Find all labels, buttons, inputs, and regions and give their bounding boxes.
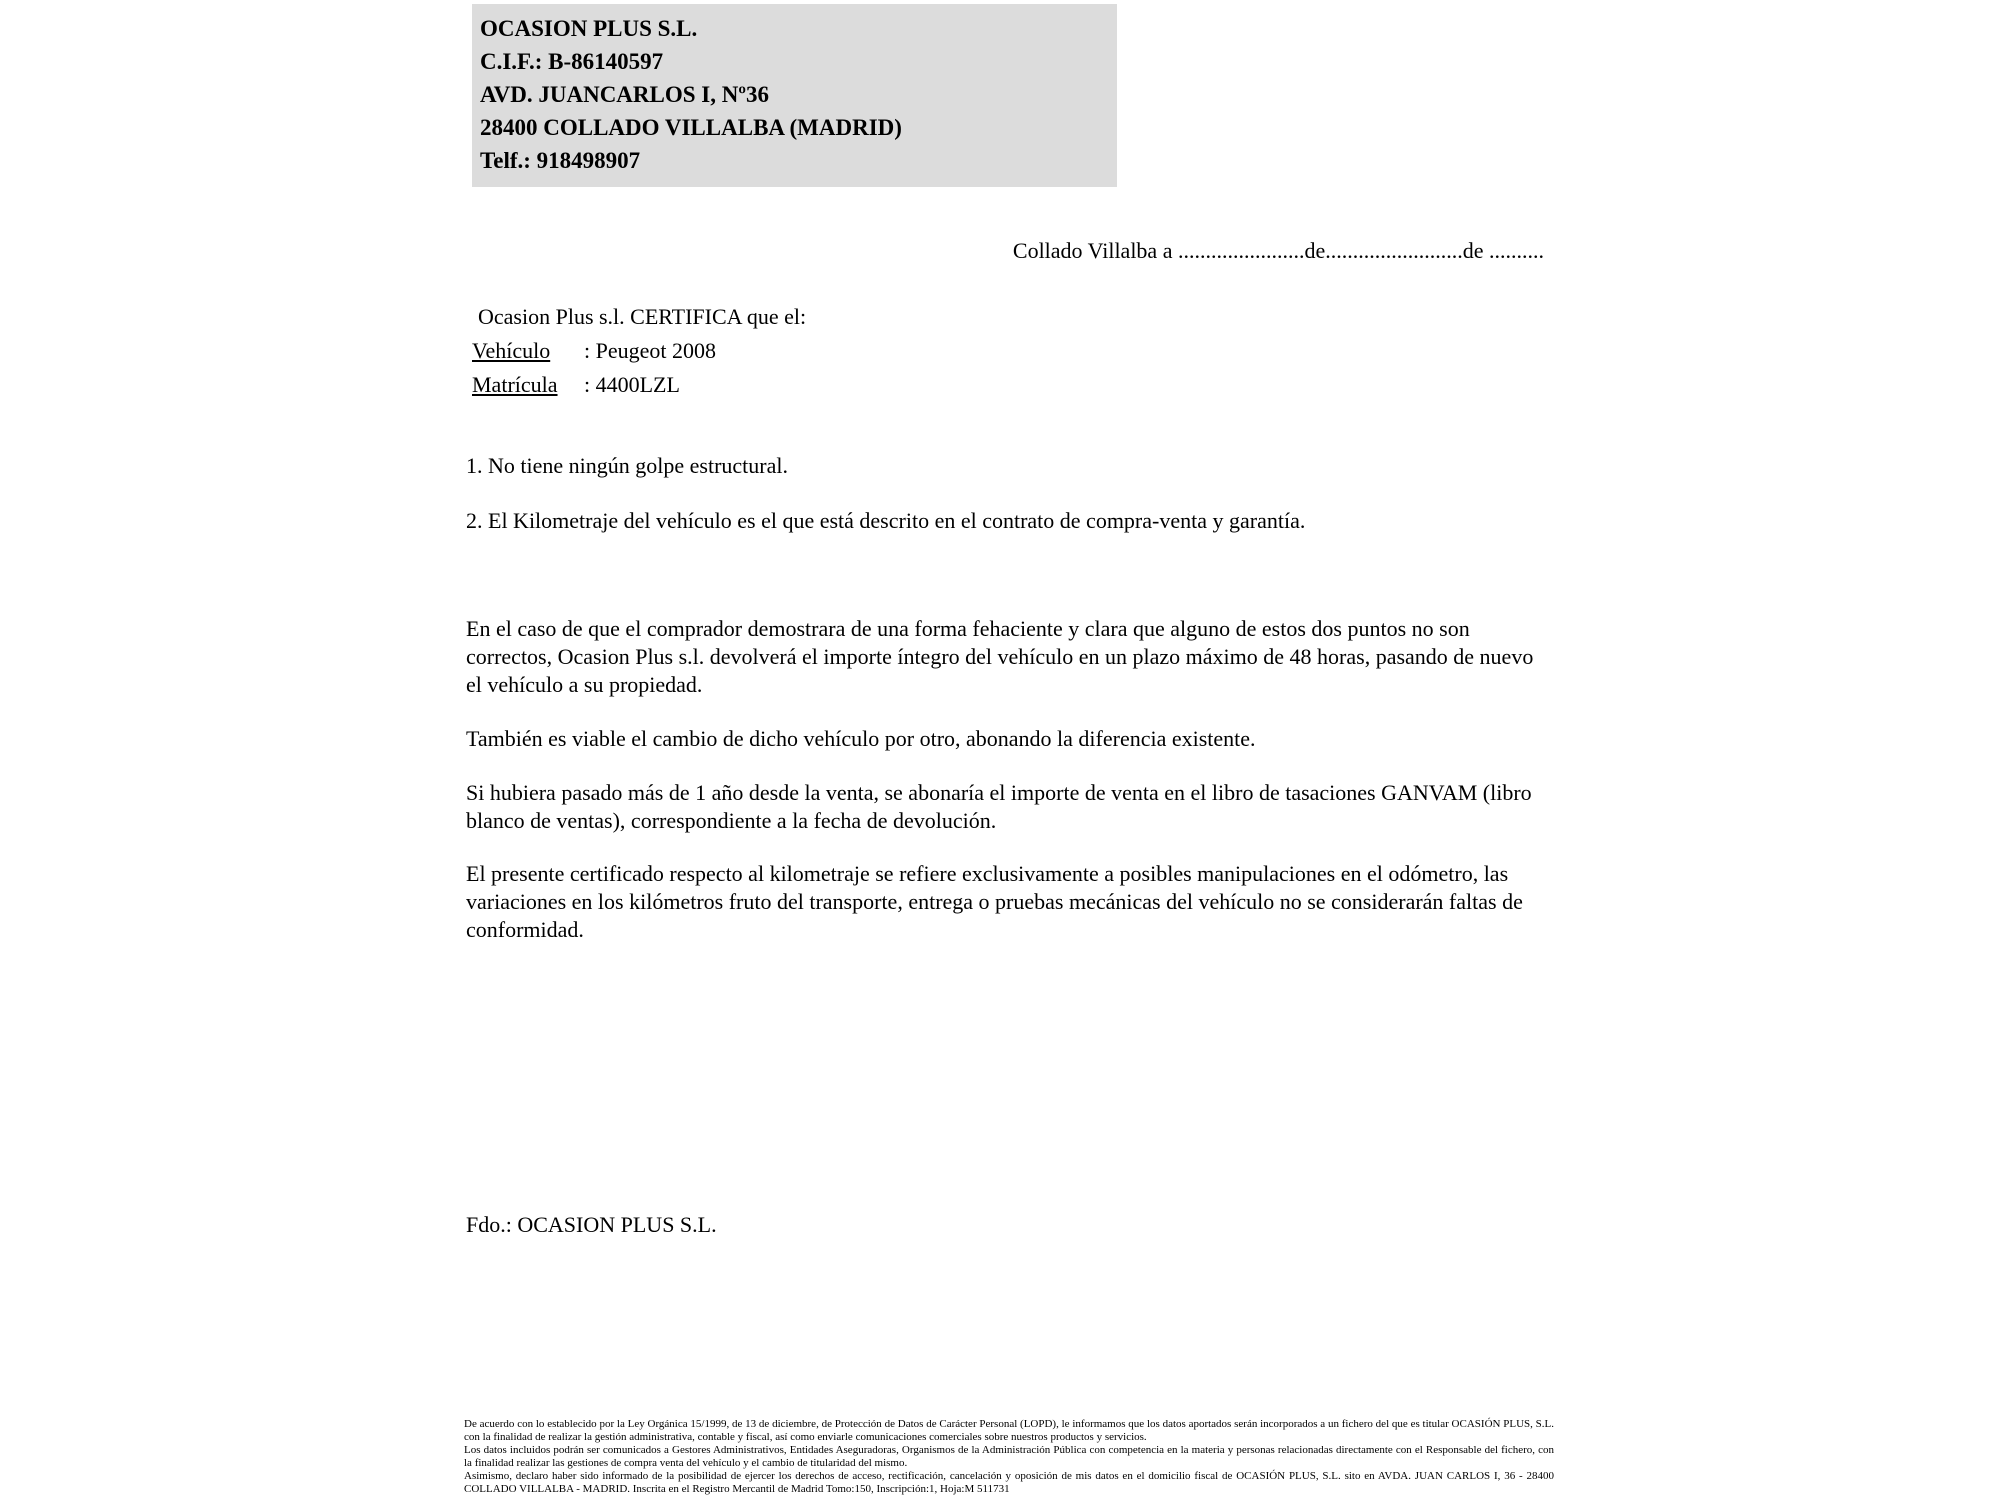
company-city: 28400 COLLADO VILLALBA (MADRID) <box>480 115 902 140</box>
date-line: Collado Villalba a .......................de.........................de .......... <box>1012 238 1544 263</box>
certify-point-1: 1. No tiene ningún golpe estructural. <box>466 453 788 478</box>
certify-intro: Ocasion Plus s.l. CERTIFICA que el: <box>478 304 807 329</box>
company-address: AVD. JUANCARLOS I, Nº36 <box>480 82 769 107</box>
vehicle-field-row <box>472 334 1542 368</box>
company-phone: Telf.: 918498907 <box>480 148 641 173</box>
plate-field-value: : 4400LZL <box>584 372 680 397</box>
legal-footer <box>464 1418 1554 1496</box>
plate-field-row <box>472 368 1542 402</box>
footer-rights-registry-paragraph: Asimismo, declaro haber sido informado de la posibilidad de ejercer los derechos de acceso, rectificación, cancelación y oposición de mis datos en el domicilio fiscal de OCASIÓN PLUS, S.L. sito en AVDA. JUAN CARLOS I, 36 - 28400 COLLADO VILLALBA - MADRID. Inscrita en el Registro Mercantil de Madrid Tomo:150, Inscripción:1, Hoja:M 511731 <box>464 1470 1554 1495</box>
paragraph-ganvam-valuation: Si hubiera pasado más de 1 año desde la venta, se abonaría el importe de venta en el libro de tasaciones GANVAM (libro blanco de ventas), correspondiente a la fecha de devolución. <box>466 780 1532 833</box>
company-name: OCASION PLUS S.L. <box>480 16 698 41</box>
paragraph-refund-terms: En el caso de que el comprador demostrara de una forma fehaciente y clara que alguno de estos dos puntos no son correctos, Ocasion Plus s.l. devolverá el importe íntegro del vehículo en un plazo máximo de 48 horas, pasando de nuevo el vehículo a su propiedad. <box>466 616 1534 697</box>
signature-line: Fdo.: OCASION PLUS S.L. <box>466 1212 717 1237</box>
vehicle-field-label: Vehículo <box>472 338 551 363</box>
plate-field-label: Matrícula <box>472 372 558 397</box>
footer-lopd-paragraph: De acuerdo con lo establecido por la Ley Orgánica 15/1999, de 13 de diciembre, de Protección de Datos de Carácter Personal (LOPD), le informamos que los datos aportados serán incorporados a un fichero del que es titular OCASIÓN PLUS, S.L. con la finalidad de realizar la gestión administrativa, contable y fiscal, así como enviarle comunicaciones comerciales sobre nuestros productos y servicios. <box>464 1418 1554 1443</box>
certify-point-2: 2. El Kilometraje del vehículo es el que está descrito en el contrato de compra-venta y garantía. <box>466 508 1306 533</box>
paragraph-odometer-disclaimer: El presente certificado respecto al kilometraje se refiere exclusivamente a posibles manipulaciones en el odómetro, las variaciones en los kilómetros fruto del transporte, entrega o pruebas mecánicas del vehículo no se considerarán faltas de conformidad. <box>466 861 1523 942</box>
vehicle-field-value: : Peugeot 2008 <box>584 338 716 363</box>
certify-block <box>472 300 1542 402</box>
paragraph-exchange-option: También es viable el cambio de dicho vehículo por otro, abonando la diferencia existente. <box>466 726 1256 751</box>
company-cif: C.I.F.: B-86140597 <box>480 49 664 74</box>
footer-data-sharing-paragraph: Los datos incluidos podrán ser comunicados a Gestores Administrativos, Entidades Aseguradoras, Organismos de la Administración Pública con competencia en la materia y personas relacionadas directamente con el Responsable del fichero, con la finalidad realizar las gestiones de compra venta del vehículo y el cambio de titularidad del mismo. <box>464 1444 1554 1469</box>
company-header-box <box>472 4 1117 187</box>
